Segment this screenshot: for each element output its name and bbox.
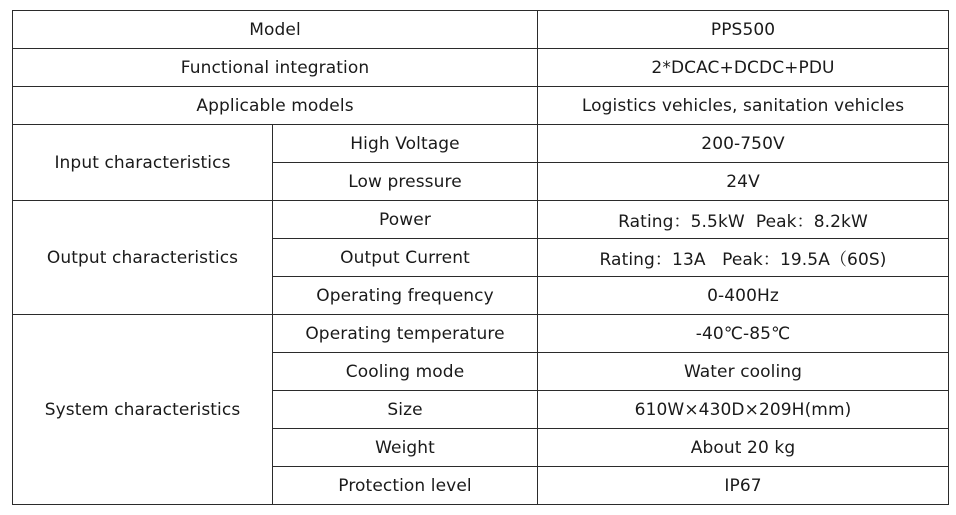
high-voltage-label: High Voltage xyxy=(273,125,538,163)
protection-level-value: IP67 xyxy=(538,467,949,505)
applicable-models-value: Logistics vehicles, sanitation vehicles xyxy=(538,87,949,125)
size-label: Size xyxy=(273,391,538,429)
power-label: Power xyxy=(273,201,538,239)
table-row-functional-integration xyxy=(13,49,949,87)
protection-level-label: Protection level xyxy=(273,467,538,505)
table-row-model xyxy=(13,11,949,49)
input-characteristics-group: Input characteristics xyxy=(13,125,273,201)
output-current-value: Rating：13A Peak：19.5A（60S) xyxy=(538,239,949,277)
table-row-high-voltage xyxy=(13,125,949,163)
high-voltage-value: 200-750V xyxy=(538,125,949,163)
output-current-label: Output Current xyxy=(273,239,538,277)
cooling-mode-value: Water cooling xyxy=(538,353,949,391)
weight-value: About 20 kg xyxy=(538,429,949,467)
model-value: PPS500 xyxy=(538,11,949,49)
operating-temperature-label: Operating temperature xyxy=(273,315,538,353)
low-pressure-label: Low pressure xyxy=(273,163,538,201)
specification-table xyxy=(12,10,949,505)
system-characteristics-group: System characteristics xyxy=(13,315,273,505)
table-row-operating-temperature xyxy=(13,315,949,353)
applicable-models-label: Applicable models xyxy=(13,87,538,125)
size-value: 610W×430D×209H(mm) xyxy=(538,391,949,429)
operating-frequency-value: 0-400Hz xyxy=(538,277,949,315)
weight-label: Weight xyxy=(273,429,538,467)
functional-integration-label: Functional integration xyxy=(13,49,538,87)
table-row-power xyxy=(13,201,949,239)
model-label: Model xyxy=(13,11,538,49)
operating-frequency-label: Operating frequency xyxy=(273,277,538,315)
cooling-mode-label: Cooling mode xyxy=(273,353,538,391)
low-pressure-value: 24V xyxy=(538,163,949,201)
operating-temperature-value: -40℃-85℃ xyxy=(538,315,949,353)
output-characteristics-group: Output characteristics xyxy=(13,201,273,315)
power-value: Rating：5.5kW Peak：8.2kW xyxy=(538,201,949,239)
table-row-applicable-models xyxy=(13,87,949,125)
functional-integration-value: 2*DCAC+DCDC+PDU xyxy=(538,49,949,87)
